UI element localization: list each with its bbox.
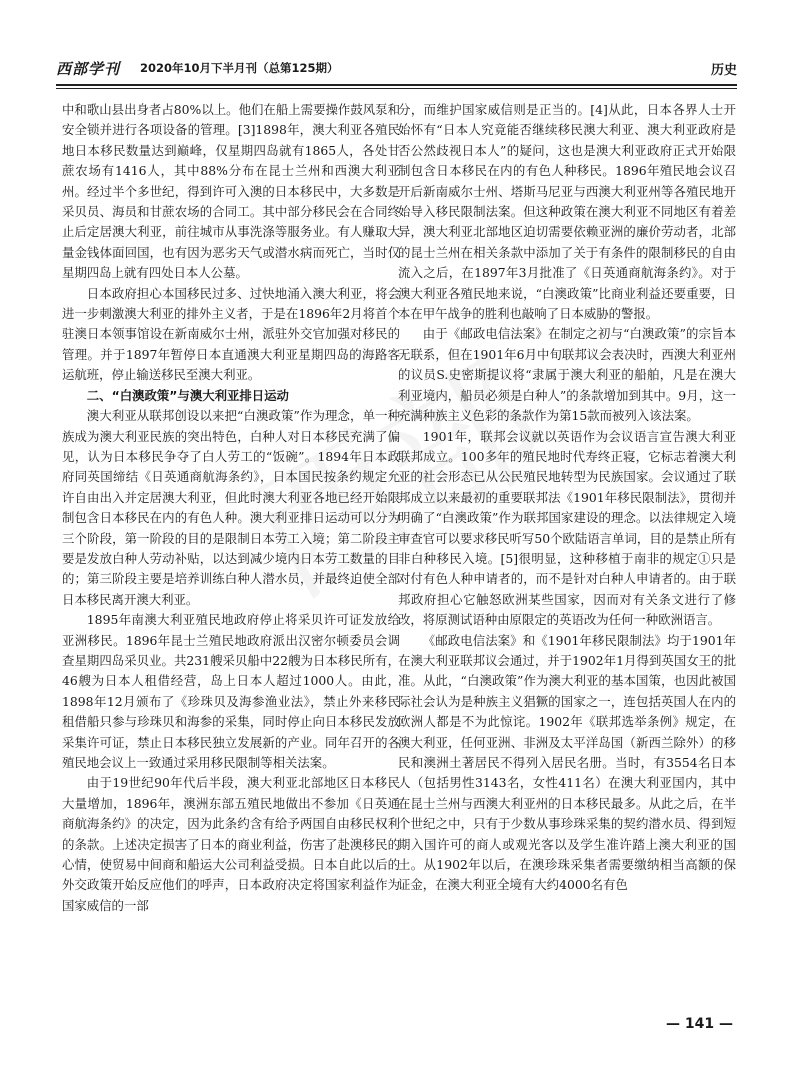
paragraph: 由于《邮政电信法案》在制定之初与“白澳政策”的宗旨本无联系，但在1901年6月中旬联邦议会表决时，西澳大利亚州的议员S.史密斯提议将“隶属于澳大利亚的船舶，凡是在澳大利亚境内，船员必须是白种人”的条款增加到其中。9月，这一充满种族主义色彩的条款作为第15款而被列入该法案。 xyxy=(398,326,736,424)
section-label: 历史 xyxy=(710,63,737,78)
paragraph: 1895年南澳大利亚殖民地政府停止将采贝许可证发放给亚洲移民。1896年昆士兰殖民地政府派出汉密尔顿委员会调查星期四岛采贝业。共231艘采贝船中22艘为日本移民所有，46艘为日本人租借经营，岛上日本人超过1000人。由此，1898年12月颁布了《珍珠贝及海参渔业法》，禁止外来移民租借船只参与珍珠贝和海参的采集，同时停止向日本移民发放采集许可证，禁止日本移民独立发展新的产业。同年召开的各殖民地会议上一致通过采用移民限制等相关法案。 xyxy=(62,612,400,770)
section-heading: 二、“白澳政策”与澳大利亚排日运动 xyxy=(86,387,289,403)
paragraph: 澳大利亚从联邦创设以来把“白澳政策”作为理念，单一种族成为澳大利亚民族的突出特色，白种人对日本移民充满了偏见，认为日本移民争夺了白人劳工的“饭碗”。1894年日本政府同英国缔结《日英通商航海条约》，日本国民按条约规定允许自由出入并定居澳大利亚，但此时澳大利亚各地已经开始限制包含日本移民在内的有色人种。澳大利亚排日运动可以分为三个阶段，第一阶段的目的是限制日本劳工入境；第二阶段主要是发放白种人劳动补贴，以达到减少境内日本劳工数量的目的；第三阶段主要是培养训练白种人潜水员，并最终迫使全部日本移民离开澳大利亚。 xyxy=(62,408,400,607)
paragraph: 日本政府担心本国移民过多、过快地涌入澳大利亚，将会进一步刺激澳大利亚的排外主义者，于是在1896年2月将首个驻澳日本领事馆设在新南威尔士州，派驻外交官加强对移民的管理。并于1897年暂停日本直通澳大利亚星期四岛的海路客运航班，停止输送移民至澳大利亚。 xyxy=(62,285,400,383)
paragraph: 中和歌山县出身者占80%以上。他们在船上需要操作鼓风泵和安全锁并进行各项设备的管理。[3]1898年，澳大利亚各殖民地日本移民数量达到巅峰，仅星期四岛就有1865人，各处甘蔗农场有1416人，其中88%分布在昆士兰州和西澳大利亚州。经过半个多世纪，得到许可入澳的日本移民中，大多数是采贝员、海员和甘蔗农场的合同工。其中部分移民会在合同终止后定居澳大利亚，前往城市从事洗涤等服务业。有人赚取大量金钱体面回国，也有因为恶劣天气或潜水病而死亡，当时仅星期四岛上就有四处日本人公墓。 xyxy=(62,102,400,281)
header-rule-thick xyxy=(56,84,737,86)
journal-logo: 西部学刊 xyxy=(56,60,121,78)
issue-info: 2020年10月下半月刊（总第125期） xyxy=(140,61,339,75)
header-rule-thin xyxy=(56,88,737,89)
paragraph: 1901年，联邦会议就以英语作为会议语言宣告澳大利亚联邦成立。100多年的殖民地时代寿终正寝，它标志着澳大利亚的社会形态已从公民殖民地转型为民族国家。会议通过了联邦成立以来最初的重要联邦法《1901年移民限制法》，贯彻并明确了“白澳政策”作为联邦国家建设的理念。以法律规定入境审查官可以要求移民听写50个欧陆语言单词，目的是禁止所有非白种移民入境。[5]很明显，这种移植于南非的规定①只是对付有色人种申请者的，而不是针对白种人申请者的。由于联邦政府担心它触怒欧洲某些国家，因而对有关条文进行了修改，将原测试语种由原限定的英语改为任何一种欧洲语言。 xyxy=(398,428,736,628)
right-column xyxy=(398,100,736,896)
paragraph: 分，而维护国家威信则是正当的。[4]从此，日本各界人士开始怀有“日本人究竟能否继续移民澳大利亚、澳大利亚政府是否公然歧视日本人”的疑问，这也是澳大利亚政府正式开始限制包含日本移民在内的有色人种移民。1896年殖民地会议召开后新南威尔士州、塔斯马尼亚与西澳大利亚州等各殖民地开始导入移民限制法案。但这种政策在澳大利亚不同地区有着差异，澳大利亚北部地区迫切需要依赖亚洲的廉价劳动者，北部的昆士兰州在相关条款中添加了关于有条件的限制移民的自由流入之后，在1897年3月批准了《日英通商航海条约》。对于澳大利亚各殖民地来说，“白澳政策”比商业利益还要重要，日本在甲午战争的胜利也敲响了日本威胁的警报。 xyxy=(398,102,736,322)
left-column xyxy=(62,100,400,916)
paragraph: 《邮政电信法案》和《1901年移民限制法》均于1901年在澳大利亚联邦议会通过，并于1902年1月得到英国女王的批准。从此，“白澳政策”作为澳大利亚的基本国策，也因此被国际社会认为是种族主义猖獗的国家之一，连包括英国人在内的欧洲人都是不为此惊诧。1902年《联邦选举条例》规定，在澳大利亚，任何亚洲、非洲及太平洋岛国（新西兰除外）的移民和澳洲土著居民不得列入居民名册。当时，有3554名日本人（包括男性3143名，女性411名）在澳大利亚国内，其中在昆士兰州与西澳大利亚州的日本移民最多。从此之后，在半个世纪之中，只有于少数从事珍珠采集的契约潜水员、得到短期入国许可的商人或观光客以及学生准许踏上澳大利亚的国土。从1902年以后，在澳珍珠采集者需要缴纳相当高额的保证金，在澳大利亚全境有大约4000名有色 xyxy=(398,632,736,893)
paragraph: 由于19世纪90年代后半段，澳大利亚北部地区日本移民大量增加，1896年，澳洲东部五殖民地做出不参加《日英通商航海条约》的决定，因为此条约含有给予两国自由移民权利的条款。上述决定损害了日本的商业利益，伤害了赴澳移民的心情，使贸易中间商和船运大公司利益受损。日本自此以后的外交政策开始反应他们的呼声，日本政府决定将国家利益作为国家威信的一部 xyxy=(62,775,400,913)
running-header xyxy=(56,58,737,82)
page-number: — 141 — xyxy=(666,1016,733,1032)
